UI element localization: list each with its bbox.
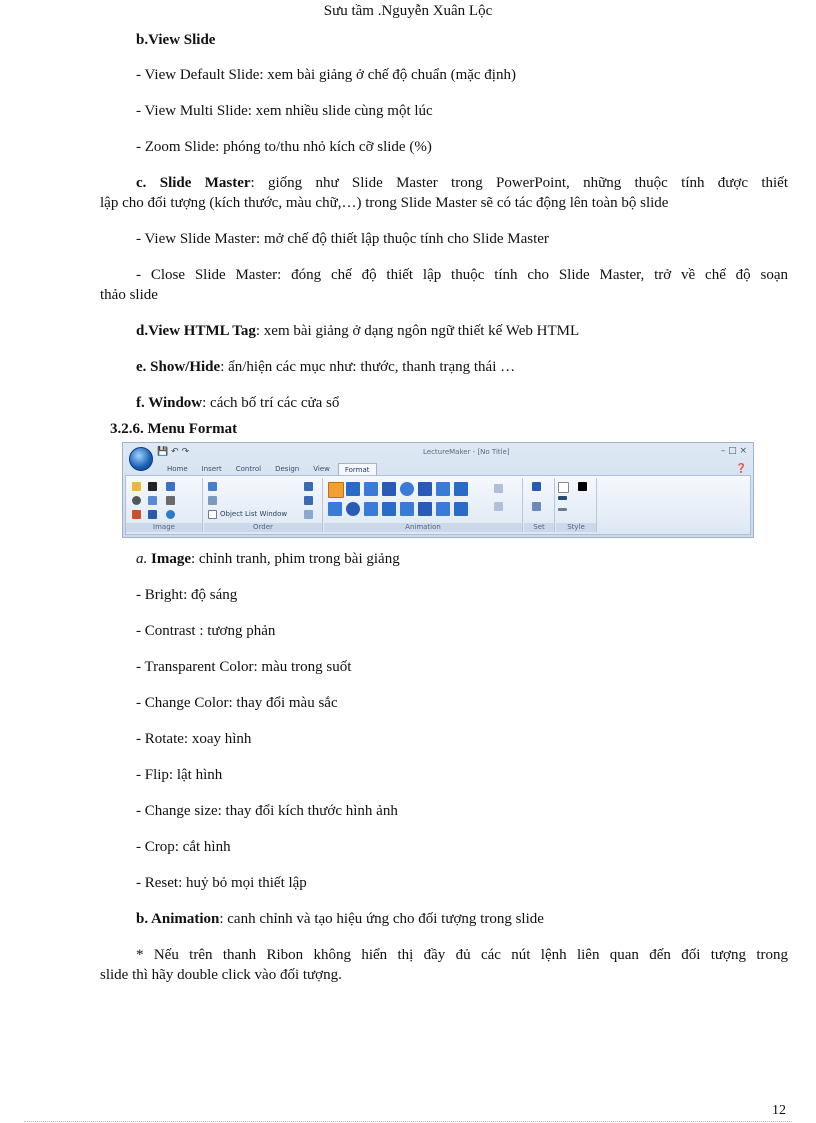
set-icon bbox=[532, 482, 541, 491]
minimize-icon: – bbox=[720, 446, 726, 456]
slide-master-item-2-line2: thảo slide bbox=[100, 287, 158, 303]
slide-master-item-2-line1: - Close Slide Master: đóng chế độ thiết lập thuộc tính cho Slide Master, trở về chế độ soạn bbox=[136, 267, 788, 283]
crop-icon bbox=[132, 510, 141, 519]
animation-wipe-icon bbox=[436, 482, 450, 496]
image-item-change-size: - Change size: thay đổi kích thước hình ảnh bbox=[136, 803, 398, 819]
show-hide-paragraph bbox=[136, 357, 788, 377]
note-line1: * Nếu trên thanh Ribon không hiển thị đầy đủ các nút lệnh liên quan đến đối tượng trong bbox=[136, 947, 788, 963]
transparent-color-icon bbox=[132, 496, 141, 505]
redo-icon: ↷ bbox=[181, 447, 190, 457]
animation-dissolve-icon bbox=[328, 502, 342, 516]
contrast-icon bbox=[148, 482, 157, 491]
page-header: Sưu tầm .Nguyễn Xuân Lộc bbox=[323, 3, 493, 19]
image-item-flip: - Flip: lật hình bbox=[136, 767, 223, 783]
view-html-label: d.View HTML Tag bbox=[136, 323, 256, 339]
line-width-icon bbox=[558, 496, 567, 500]
animation-zoom-icon bbox=[454, 502, 468, 516]
window-title: LectureMaker - [No Title] bbox=[423, 448, 510, 456]
flip-icon bbox=[166, 496, 175, 505]
image-paragraph bbox=[136, 549, 788, 569]
note-line2: slide thì hãy double click vào đối tượng. bbox=[100, 967, 342, 983]
animation-strips-icon bbox=[400, 502, 414, 516]
animation-spiral-icon bbox=[346, 502, 360, 516]
view-html-paragraph bbox=[136, 321, 788, 341]
image-prefix: a. bbox=[136, 551, 148, 567]
group-label-image: Image bbox=[126, 523, 202, 532]
animation-text: : canh chỉnh và tạo hiệu ứng cho đối tượng trong slide bbox=[219, 911, 544, 927]
group-label-set: Set bbox=[524, 523, 554, 532]
help-icon: ❓ bbox=[735, 464, 747, 474]
image-item-bright: - Bright: độ sáng bbox=[136, 587, 238, 603]
line-color-icon bbox=[578, 482, 587, 491]
animation-grid-icon bbox=[436, 502, 450, 516]
image-item-crop: - Crop: cắt hình bbox=[136, 839, 231, 855]
object-list-window-button: Object List Window bbox=[220, 510, 288, 518]
group-image bbox=[126, 478, 203, 532]
group-label-order: Order bbox=[204, 523, 322, 532]
office-orb-icon bbox=[129, 447, 153, 471]
animation-arrow-icon bbox=[364, 502, 378, 516]
view-html-text: : xem bài giảng ở dạng ngôn ngữ thiết kế Web HTML bbox=[255, 323, 580, 339]
quick-access-toolbar bbox=[157, 447, 189, 457]
tab-home: Home bbox=[167, 465, 188, 473]
heading-view-slide: b.View Slide bbox=[136, 32, 216, 48]
view-slide-item-2: - View Multi Slide: xem nhiều slide cùng một lúc bbox=[136, 103, 433, 119]
change-color-icon bbox=[148, 496, 157, 505]
window-paragraph bbox=[136, 393, 788, 413]
window-controls bbox=[721, 446, 747, 456]
slide-master-item-2 bbox=[100, 265, 788, 305]
tab-format: Format bbox=[338, 463, 377, 476]
show-hide-label: e. Show/Hide bbox=[136, 359, 221, 375]
image-item-transparent: - Transparent Color: màu trong suốt bbox=[136, 659, 352, 675]
show-hide-text: : ẩn/hiện các mục như: thước, thanh trạng thái … bbox=[220, 359, 516, 375]
group-objects-icon bbox=[304, 496, 313, 505]
group-label-animation: Animation bbox=[324, 523, 522, 532]
tab-view: View bbox=[313, 465, 330, 473]
image-text: : chỉnh tranh, phim trong bài giảng bbox=[191, 551, 400, 567]
image-item-change-color: - Change Color: thay đổi màu sắc bbox=[136, 695, 338, 711]
reset-icon bbox=[166, 510, 175, 519]
tab-design: Design bbox=[275, 465, 300, 473]
animation-circle-icon bbox=[400, 482, 414, 496]
animation-blinds-icon bbox=[364, 482, 378, 496]
set-effect-icon bbox=[532, 502, 541, 511]
animation-options-icon bbox=[494, 502, 503, 511]
animation-lines-icon bbox=[418, 502, 432, 516]
close-icon: × bbox=[739, 446, 747, 456]
tab-control: Control bbox=[235, 465, 262, 473]
ungroup-icon bbox=[304, 510, 313, 519]
rotate-icon bbox=[166, 482, 175, 491]
animation-split-icon bbox=[418, 482, 432, 496]
window-label: f. Window bbox=[136, 395, 203, 411]
slide-master-label: c. Slide Master bbox=[136, 175, 251, 191]
bring-forward-icon bbox=[208, 482, 217, 491]
page-number: 12 bbox=[772, 1103, 786, 1118]
view-slide-item-3: - Zoom Slide: phóng to/thu nhỏ kích cỡ slide (%) bbox=[136, 139, 432, 155]
animation-cross-icon bbox=[382, 502, 396, 516]
animation-more-icon bbox=[494, 484, 503, 493]
animation-none-icon bbox=[328, 482, 344, 498]
animation-fly-icon bbox=[346, 482, 360, 496]
slide-master-line2: lập cho đối tượng (kích thước, màu chữ,…) trong Slide Master sẽ có tác động lên toàn bộ slide bbox=[100, 195, 669, 211]
group-style bbox=[556, 478, 597, 532]
view-slide-item-1: - View Default Slide: xem bài giảng ở chế độ chuẩn (mặc định) bbox=[136, 67, 516, 83]
image-label: Image bbox=[151, 551, 191, 567]
ribbon-panel bbox=[125, 475, 751, 535]
note-paragraph bbox=[100, 945, 788, 985]
group-order bbox=[204, 478, 323, 532]
checkbox-icon bbox=[208, 510, 217, 519]
send-backward-icon bbox=[208, 496, 217, 505]
group-label-style: Style bbox=[556, 523, 596, 532]
bright-icon bbox=[132, 482, 141, 491]
fill-color-icon bbox=[558, 482, 569, 493]
format-ribbon-image bbox=[122, 442, 754, 538]
image-item-reset: - Reset: huỷ bỏ mọi thiết lập bbox=[136, 875, 307, 891]
line-style-icon bbox=[558, 508, 567, 511]
image-item-rotate: - Rotate: xoay hình bbox=[136, 731, 252, 747]
image-item-contrast: - Contrast : tương phản bbox=[136, 623, 276, 639]
align-icon bbox=[304, 482, 313, 491]
group-animation bbox=[324, 478, 523, 532]
animation-paragraph bbox=[136, 909, 788, 929]
animation-box-icon bbox=[382, 482, 396, 496]
slide-master-paragraph bbox=[100, 173, 788, 213]
group-set bbox=[524, 478, 555, 532]
slide-master-item-1: - View Slide Master: mở chế độ thiết lập thuộc tính cho Slide Master bbox=[136, 231, 549, 247]
section-title: 3.2.6. Menu Format bbox=[110, 421, 238, 437]
window-text: : cách bố trí các cửa sổ bbox=[202, 395, 340, 411]
change-size-icon bbox=[148, 510, 157, 519]
save-icon: 💾 bbox=[157, 447, 169, 457]
tab-insert: Insert bbox=[201, 465, 222, 473]
maximize-icon: □ bbox=[728, 446, 737, 456]
footer-divider bbox=[24, 1121, 792, 1122]
slide-master-line1: : giống như Slide Master trong PowerPoint, những thuộc tính được thiết bbox=[250, 175, 788, 191]
animation-stretch-icon bbox=[454, 482, 468, 496]
undo-icon: ↶ bbox=[171, 447, 179, 457]
animation-label: b. Animation bbox=[136, 911, 220, 927]
